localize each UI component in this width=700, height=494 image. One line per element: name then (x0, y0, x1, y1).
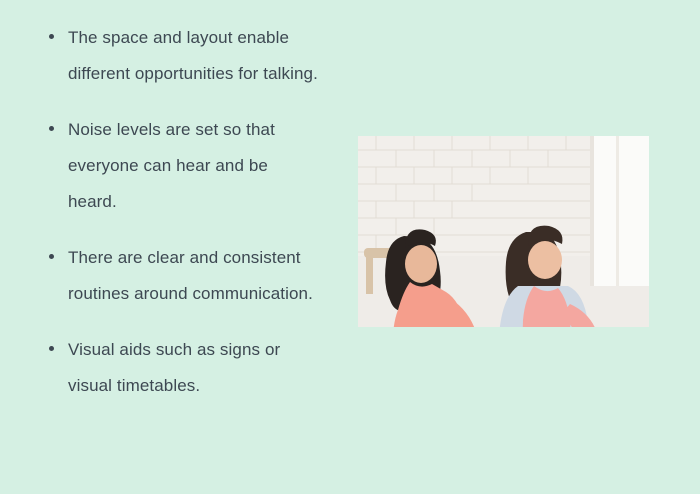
bullet-dot-icon (49, 34, 54, 39)
list-item (40, 112, 320, 220)
list-item (40, 20, 320, 92)
bullet-dot-icon (49, 126, 54, 131)
bullet-list (40, 20, 320, 404)
list-item-text: The space and layout enable different opportunities for talking. (68, 28, 318, 83)
list-item-text: There are clear and consistent routines around communication. (68, 248, 313, 303)
photo-two-women-crafting-at-table (358, 136, 649, 327)
list-item-text: Noise levels are set so that everyone can hear and be heard. (68, 120, 275, 211)
list-item (40, 240, 320, 312)
bullet-dot-icon (49, 346, 54, 351)
photo-illustration (358, 136, 649, 327)
list-item-text: Visual aids such as signs or visual timetables. (68, 340, 281, 395)
list-item (40, 332, 320, 404)
bullet-dot-icon (49, 254, 54, 259)
